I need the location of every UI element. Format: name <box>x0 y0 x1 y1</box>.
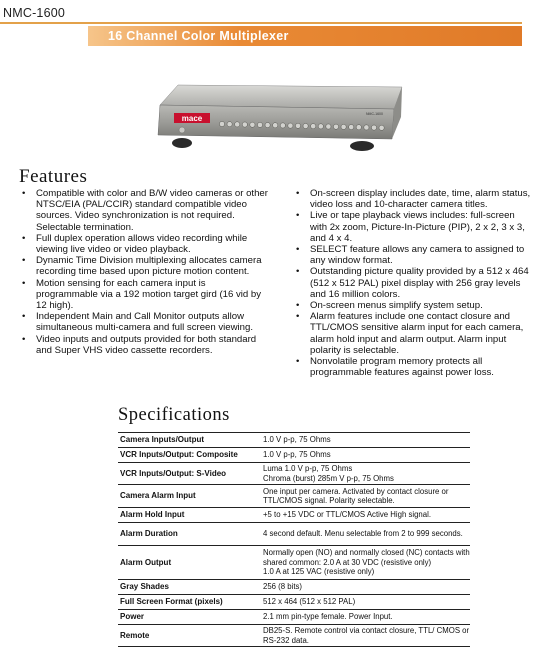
spec-label: Camera Alarm Input <box>118 485 263 508</box>
spec-row <box>118 546 470 580</box>
feature-text: Live or tape playback views includes: full-screen with 2x zoom, Picture-In-Picture (PIP), 2 x 2, 3 x 3, and 4 x 4. <box>310 210 525 244</box>
features-heading: Features <box>19 166 88 187</box>
bullet-icon: • <box>296 244 300 256</box>
spec-value: 512 x 464 (512 x 512 PAL) <box>263 595 470 610</box>
panel-button <box>333 124 338 129</box>
bullet-icon: • <box>296 356 300 368</box>
spec-value: 2.1 mm pin-type female. Power Input. <box>263 610 470 625</box>
spec-label: Alarm Hold Input <box>118 508 263 523</box>
panel-button <box>326 124 331 129</box>
spec-label: Alarm Output <box>118 546 263 580</box>
feature-text: Full duplex operation allows video recording while viewing live video or video playback. <box>36 232 248 256</box>
bullet-icon: • <box>22 311 26 323</box>
bullet-icon: • <box>22 277 26 289</box>
panel-model-text: NMC-1600 <box>366 112 383 116</box>
spec-label: VCR Inputs/Output: Composite <box>118 448 263 463</box>
panel-button <box>280 123 285 128</box>
spec-row <box>118 595 470 610</box>
spec-label: Remote <box>118 625 263 647</box>
spec-value: One input per camera. Activated by contact closure or TTL/CMOS signal. Polarity selectable. <box>263 485 470 508</box>
feature-text: Video inputs and outputs provided for both standard and Super VHS video cassette recorders. <box>36 333 257 356</box>
spec-row <box>118 580 470 595</box>
panel-button <box>288 123 293 128</box>
features-list-left <box>22 188 270 356</box>
panel-button <box>219 121 224 126</box>
feature-text: Motion sensing for each camera input is programmable via a 192 motion target gird (16 vid by 12 high). <box>36 277 262 312</box>
spec-value: 1.0 V p-p, 75 Ohms <box>263 433 470 448</box>
bullet-icon: • <box>296 266 300 278</box>
spec-label: Gray Shades <box>118 580 263 595</box>
panel-button <box>311 124 316 129</box>
features-list-right <box>296 188 534 378</box>
bullet-icon: • <box>22 255 26 267</box>
model-number: NMC-1600 <box>3 6 66 20</box>
spec-row <box>118 508 470 523</box>
feature-item <box>22 334 270 356</box>
feature-item <box>296 244 534 266</box>
feature-item <box>22 311 270 333</box>
spec-row <box>118 610 470 625</box>
feature-item <box>296 188 534 210</box>
feature-text: On-screen display includes date, time, alarm status, video loss and 10-character camera titles. <box>310 188 531 211</box>
feature-text: Nonvolatile program memory protects all programmable features against power loss. <box>310 356 494 379</box>
panel-button <box>349 124 354 129</box>
product-banner: 16 Channel Color Multiplexer <box>88 26 522 46</box>
spec-row <box>118 523 470 546</box>
spec-row <box>118 448 470 463</box>
feature-item <box>22 278 270 312</box>
feature-item <box>22 255 270 277</box>
panel-button <box>250 122 255 127</box>
spec-value: Luma 1.0 V p-p, 75 Ohms Chroma (burst) 285m V p-p, 75 Ohms <box>263 463 470 485</box>
feature-item <box>296 266 534 300</box>
product-photo <box>152 83 410 153</box>
bullet-icon: • <box>22 232 26 244</box>
spec-value: 256 (8 bits) <box>263 580 470 595</box>
feature-item <box>22 233 270 255</box>
feature-text: Alarm features include one contact closure and TTL/CMOS sensitive alarm input for each camera, alarm hold input and alarm output. Alarm input polarity is selectable. <box>310 311 524 356</box>
panel-button <box>356 125 361 130</box>
spec-value: 4 second default. Menu selectable from 2 to 999 seconds. <box>263 523 470 546</box>
feature-text: Outstanding picture quality provided by a 512 x 464 (512 x 512 PAL) pixel display with 256 gray levels and 16 million colors. <box>310 266 529 300</box>
feature-text: Compatible with color and B/W video cameras or other NTSC/EIA (PAL/CCIR) standard compatible video sources. Video synchronization is not required. Selectable termination. <box>36 188 268 233</box>
spec-row <box>118 433 470 448</box>
bullet-icon: • <box>296 300 300 312</box>
feature-item <box>296 300 534 311</box>
spec-row <box>118 485 470 508</box>
feature-text: Dynamic Time Division multiplexing allocates camera recording time based upon picture motion content. <box>36 255 262 278</box>
panel-button <box>341 124 346 129</box>
panel-button <box>265 122 270 127</box>
bullet-icon: • <box>296 188 300 199</box>
bullet-icon: • <box>296 210 300 222</box>
panel-button <box>273 123 278 128</box>
spec-value: 1.0 V p-p, 75 Ohms <box>263 448 470 463</box>
panel-button <box>242 122 247 127</box>
spec-label: VCR Inputs/Output: S-Video <box>118 463 263 485</box>
feature-text: SELECT feature allows any camera to assigned to any window format. <box>310 244 525 267</box>
spec-label: Full Screen Format (pixels) <box>118 595 263 610</box>
feature-item <box>296 356 534 378</box>
spec-label: Camera Inputs/Output <box>118 433 263 448</box>
brand-logo-text: mace <box>181 114 203 123</box>
specifications-table <box>118 432 470 647</box>
feature-item <box>296 311 534 356</box>
bullet-icon: • <box>296 311 300 323</box>
spec-value: DB25-S. Remote control via contact closure, TTL/ CMOS or RS-232 data. <box>263 626 470 645</box>
panel-button <box>235 122 240 127</box>
specifications-heading: Specifications <box>118 405 230 425</box>
bullet-icon: • <box>22 188 26 199</box>
spec-label: Power <box>118 610 263 625</box>
panel-button <box>227 122 232 127</box>
feature-item <box>22 188 270 233</box>
panel-button <box>379 125 384 130</box>
spec-value: Normally open (NO) and normally closed (NC) contacts with shared common: 2.0 A at 30 VDC (resistive only) 1.0 A at 125 VAC (resistive only) <box>263 546 470 580</box>
panel-button <box>318 124 323 129</box>
feature-text: On-screen menus simplify system setup. <box>310 300 483 312</box>
spec-label: Alarm Duration <box>118 523 263 546</box>
bullet-icon: • <box>22 333 26 345</box>
panel-button <box>257 122 262 127</box>
header-rule <box>0 22 522 24</box>
feature-text: Independent Main and Call Monitor outputs allow simultaneous multi-camera and full screen viewing. <box>36 311 254 334</box>
panel-button <box>371 125 376 130</box>
panel-button <box>303 123 308 128</box>
spec-row <box>118 625 470 647</box>
panel-button <box>295 123 300 128</box>
spec-value: +5 to +15 VDC or TTL/CMOS Active High signal. <box>263 508 470 523</box>
feature-item <box>296 210 534 244</box>
panel-button <box>364 125 369 130</box>
spec-row <box>118 463 470 485</box>
